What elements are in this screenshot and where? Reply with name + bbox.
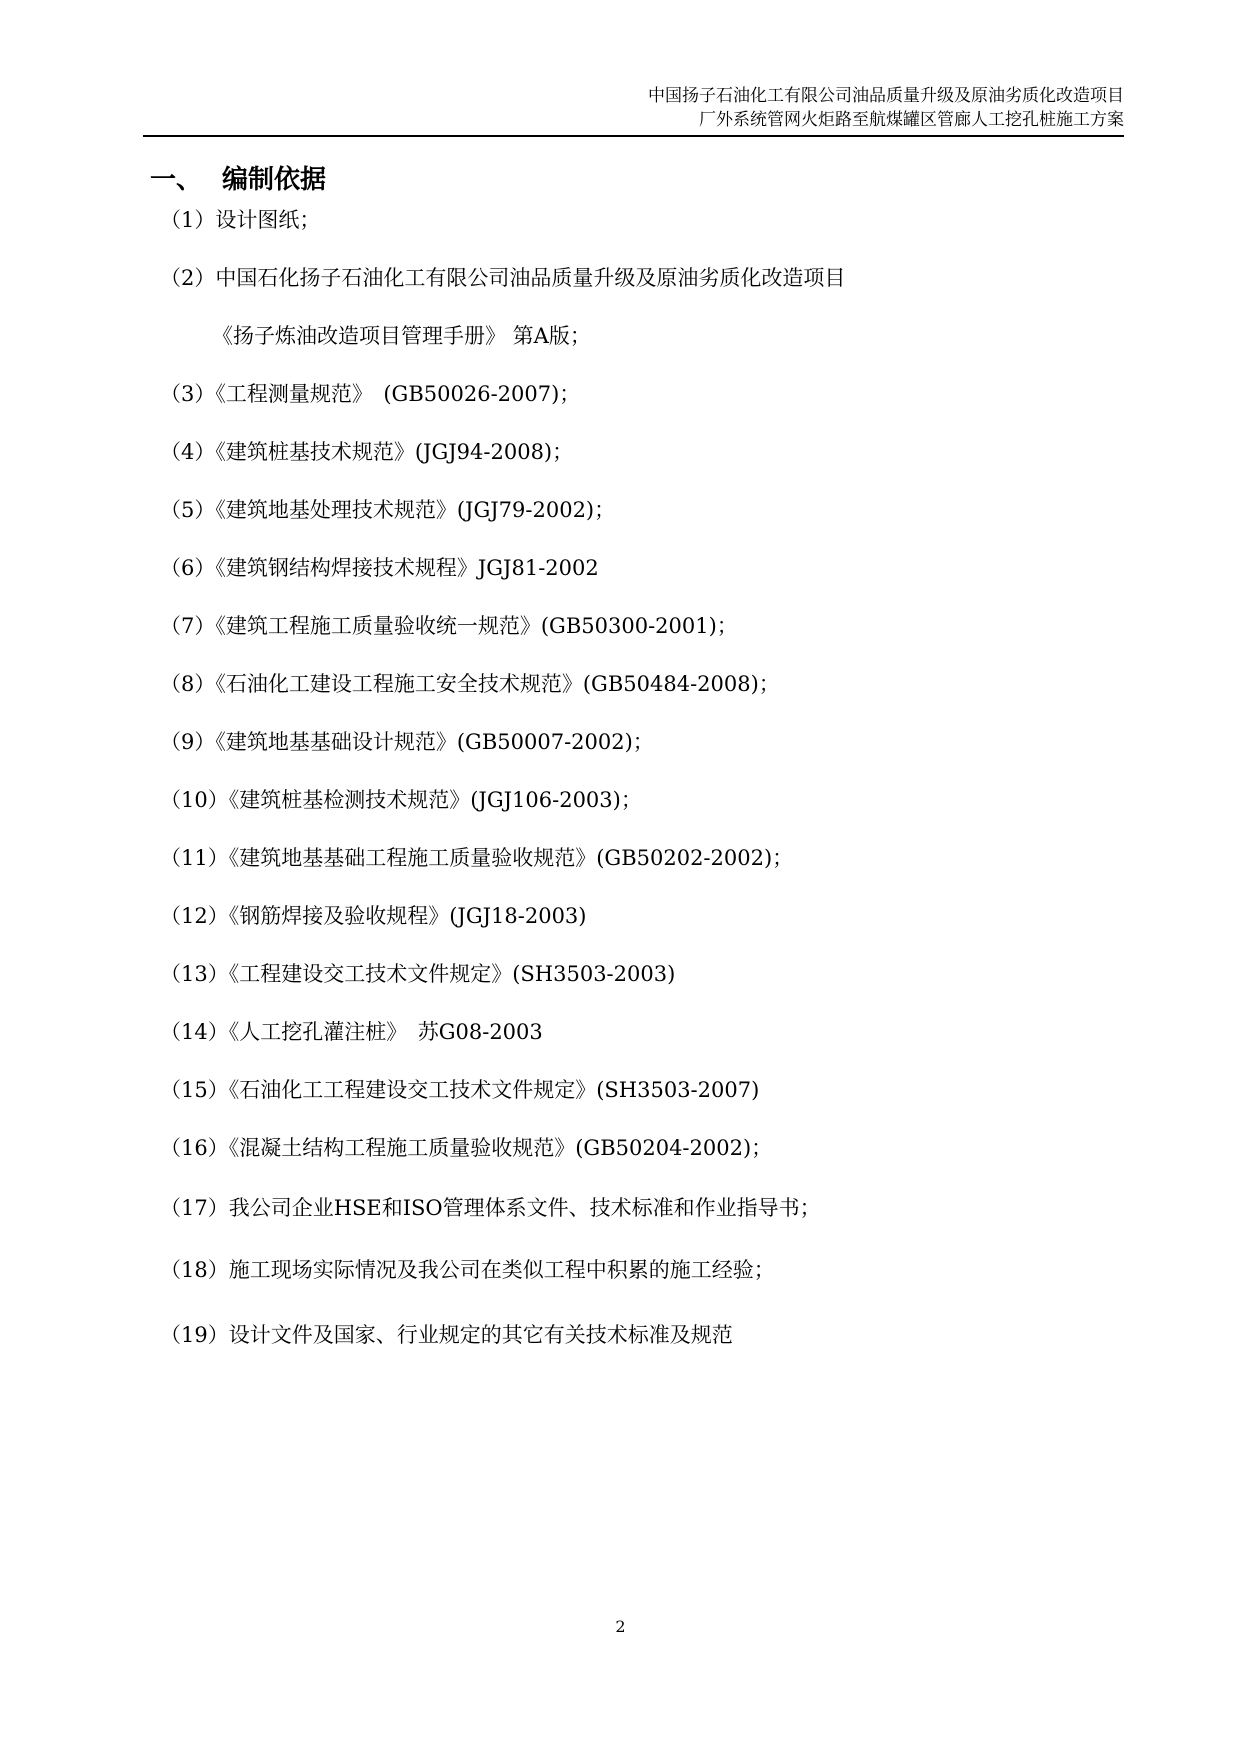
reference-item-10: （10）《建筑桩基检测技术规范》(JGJ106-2003)； (160, 788, 642, 812)
reference-item-8: （8）《石油化工建设工程施工安全技术规范》(GB50484-2008)； (160, 672, 780, 696)
page-number: 2 (615, 1617, 626, 1636)
reference-item-16: （16）《混凝土结构工程施工质量验收规范》(GB50204-2002)； (160, 1136, 773, 1160)
header-line-2: 厂外系统管网火炬路至航煤罐区管廊人工挖孔桩施工方案 (699, 110, 1124, 130)
reference-item-2-continuation: 《扬子炼油改造项目管理手册》 第A版； (212, 324, 591, 348)
reference-item-17: （17）我公司企业HSE和ISO管理体系文件、技术标准和作业指导书； (160, 1196, 821, 1220)
reference-item-11: （11）《建筑地基基础工程施工质量验收规范》(GB50202-2002)； (160, 846, 794, 870)
reference-item-5: （5）《建筑地基处理技术规范》(JGJ79-2002)； (160, 498, 616, 522)
section-heading (150, 162, 326, 198)
reference-item-12: （12）《钢筋焊接及验收规程》(JGJ18-2003) (160, 904, 587, 928)
reference-item-1: （1）设计图纸； (160, 208, 321, 232)
running-header (143, 84, 1124, 132)
section-number: 一、 (150, 165, 203, 195)
reference-item-9: （9）《建筑地基基础设计规范》(GB50007-2002)； (160, 730, 654, 754)
reference-item-19: （19）设计文件及国家、行业规定的其它有关技术标准及规范 (160, 1323, 733, 1347)
reference-item-13: （13）《工程建设交工技术文件规定》(SH3503-2003) (160, 962, 676, 986)
reference-item-3: （3）《工程测量规范》 (GB50026-2007)； (160, 382, 581, 406)
reference-item-18: （18）施工现场实际情况及我公司在类似工程中积累的施工经验； (160, 1258, 775, 1282)
header-line-1: 中国扬子石油化工有限公司油品质量升级及原油劣质化改造项目 (648, 86, 1124, 106)
header-rule (143, 135, 1124, 137)
reference-item-4: （4）《建筑桩基技术规范》(JGJ94-2008)； (160, 440, 574, 464)
reference-item-2: （2）中国石化扬子石油化工有限公司油品质量升级及原油劣质化改造项目 (160, 266, 846, 290)
reference-item-7: （7）《建筑工程施工质量验收统一规范》(GB50300-2001)； (160, 614, 738, 638)
reference-item-14: （14）《人工挖孔灌注桩》 苏G08-2003 (160, 1020, 543, 1044)
reference-item-6: （6）《建筑钢结构焊接技术规程》JGJ81-2002 (160, 556, 599, 580)
section-title: 编制依据 (222, 165, 327, 195)
reference-item-15: （15）《石油化工工程建设交工技术文件规定》(SH3503-2007) (160, 1078, 760, 1102)
